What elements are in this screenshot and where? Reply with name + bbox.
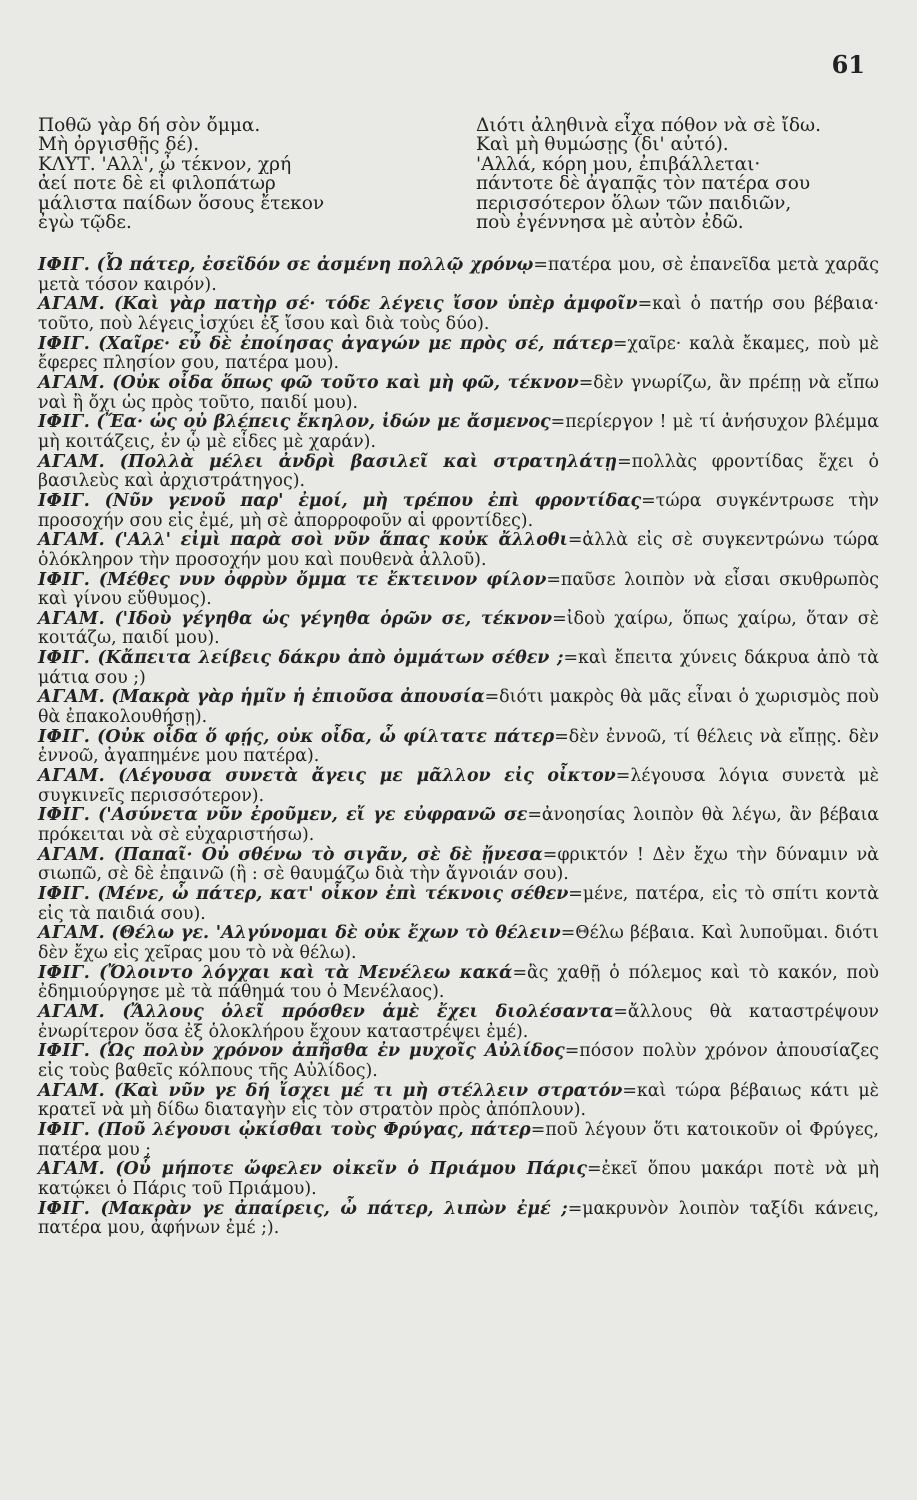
ancient-greek-text: ('Ιδοὺ γέγηθα ὡς γέγηθα ὁρῶν σε, τέκνον <box>114 608 553 629</box>
dialogue-paragraph <box>38 1160 879 1199</box>
verse-block <box>38 116 877 232</box>
speaker-label: ΑΓΑΜ. <box>38 294 106 315</box>
translation-text: =δὲν ἐννοῶ, τί θέλεις νὰ εἴπῃς. δὲν ἐννοῶ, ἀγαπημένε μου πατέρα). <box>38 726 879 767</box>
speaker-label: ΑΓΑΜ. <box>38 1159 106 1180</box>
dialogue-paragraph <box>38 806 879 845</box>
ancient-greek-text: (Οὐκ οἶδα ὅ φῄς, οὐκ οἶδα, ὦ φίλτατε πάτερ <box>97 726 555 747</box>
translation-text: =καὶ ἔπειτα χύνεις δάκρυα ἀπὸ τὰ μάτια σου ;) <box>38 648 879 688</box>
speaker-label: ΑΓΑΜ. <box>38 766 106 787</box>
speaker-label: ΙΦΙΓ. <box>38 412 91 433</box>
translation-text: =πατέρα μου, σὲ ἐπανεῖδα μετὰ χαρᾶς μετὰ τόσον καιρόν). <box>38 255 879 295</box>
dialogue-paragraph <box>38 295 879 334</box>
translation-text: =ἀλλὰ εἰς σὲ συγκεντρώνω τώρα ὁλόκληρον τὴν προσοχήν μου καὶ πουθενὰ ἀλλοῦ). <box>38 530 879 570</box>
ancient-greek-text: ('Ασύνετα νῦν ἐροῦμεν, εἴ γε εὐφρανῶ σε <box>98 805 528 826</box>
ancient-greek-text: (Κἄπειτα λείβεις δάκρυ ἀπὸ ὀμμάτων σέθεν ; <box>97 648 564 669</box>
dialogue-paragraph <box>38 571 879 610</box>
dialogue-paragraph <box>38 767 879 806</box>
translation-text: =Θέλω βέβαια. Καὶ λυποῦμαι. διότι δὲν ἔχω εἰς χεῖρας μου τὸ νὰ θέλω). <box>38 923 879 963</box>
translation-text: =καὶ ὁ πατήρ σου βέβαια· τοῦτο, ποὺ λέγεις ἰσχύει ἐξ ἴσου καὶ διὰ τοὺς δύο). <box>38 294 879 334</box>
verse-translation-line: περισσότερον ὅλων τῶν παιδιῶν, <box>476 192 792 214</box>
speaker-label: ΑΓΑΜ. <box>38 372 106 393</box>
dialogue-paragraph <box>38 924 879 963</box>
speaker-label: ΙΦΙΓ. <box>38 805 91 826</box>
speaker-label: ΑΓΑΜ. <box>38 844 106 865</box>
translation-text: =λέγουσα λόγια συνετὰ μὲ συγκινεῖς περισσότερον). <box>38 766 879 806</box>
dialogue-paragraph <box>38 374 879 413</box>
ancient-greek-text: (Μένε, ὦ πάτερ, κατ' οἶκον ἐπὶ τέκνοις σέθεν <box>97 884 569 904</box>
translation-text: =πόσον πολὺν χρόνον ἀπουσίαζες εἰς τοὺς βαθεῖς κόλπους τῆς Αὐλίδος). <box>38 1041 879 1081</box>
speaker-label: ΑΓΑΜ. <box>38 923 106 944</box>
ancient-greek-text: (Ποῦ λέγουσι ᾠκίσθαι τοὺς Φρύγας, πάτερ <box>96 1119 531 1140</box>
translation-text: =διότι μακρὸς θὰ μᾶς εἶναι ὁ χωρισμὸς ποὺ θὰ ἐπακολουθήσῃ). <box>38 687 879 728</box>
translation-text: =ἄλλους θὰ καταστρέψουν ἐνωρίτερον ὅσα ἐξ ὁλοκλήρου ἔχουν καταστρέψει ἐμέ). <box>38 1001 879 1042</box>
dialogue-paragraph <box>38 688 879 727</box>
ancient-greek-text: (Χαῖρε· εὖ δὲ ἐποίησας ἀγαγών με πρὸς σέ, πάτερ <box>98 333 613 354</box>
translation-text: =ἐκεῖ ὅπου μακάρι ποτὲ νὰ μὴ κατῴκει ὁ Πάρις τοῦ Πριάμου). <box>38 1159 880 1199</box>
speaker-label: ΑΓΑΜ. <box>38 530 106 551</box>
page-number: 61 <box>831 50 865 79</box>
translation-text: =δὲν γνωρίζω, ἂν πρέπῃ νὰ εἴπω ναὶ ἢ ὄχι ὡς πρὸς τοῦτο, παιδί μου). <box>38 372 879 413</box>
verse-original-line: Μὴ ὀργισθῇς δέ). <box>38 134 200 156</box>
speaker-label: ΙΦΙΓ. <box>38 1198 91 1219</box>
dialogue-paragraph <box>38 256 879 295</box>
translation-text: =τώρα συγκέντρωσε τὴν προσοχήν σου εἰς ἐμέ, μὴ σὲ ἀπορροφοῦν αἱ φροντίδες). <box>38 490 879 531</box>
dialogue-paragraph <box>38 610 879 649</box>
dialogue-paragraph <box>38 1200 879 1239</box>
ancient-greek-text: (Μέθες νυν ὀφρὺν ὄμμα τε ἔκτεινον φίλον <box>98 569 547 590</box>
verse-translation-line: πάντοτε δὲ ἀγαπᾷς τὸν πατέρα σου <box>476 173 811 195</box>
ancient-greek-text: (Νῦν γενοῦ παρ' ἐμοί, μὴ τρέπου ἐπὶ φροντίδας <box>104 490 642 511</box>
speaker-label: ΙΦΙΓ. <box>38 648 91 669</box>
ancient-greek-text: (Οὐκ οἶδα ὅπως φῶ τοῦτο καὶ μὴ φῶ, τέκνον <box>112 372 579 393</box>
translation-text: =παῦσε λοιπὸν νὰ εἶσαι σκυθρωπὸς καὶ γίνου εὔθυμος). <box>38 569 879 610</box>
speaker-label: ΙΦΙΓ. <box>38 255 91 275</box>
verse-original-line: Ποθῶ γὰρ δή σὸν ὄμμα. <box>38 115 261 136</box>
translation-text: =περίεργον ! μὲ τί ἀνήσυχον βλέμμα μὴ κοιτάζεις, ἐν ᾧ μὲ εἶδες μὲ χαράν). <box>38 412 880 452</box>
translation-text: =ποῦ λέγουν ὅτι κατοικοῦν οἱ Φρύγες, πατέρα μου ; <box>38 1119 879 1160</box>
translation-text: =φρικτόν ! Δὲν ἔχω τὴν δύναμιν νὰ σιωπῶ, σὲ δὲ ἐπαινῶ (ἢ : σὲ θαυμάζω διὰ τὴν ἄγνοιάν σου). <box>38 844 879 885</box>
ancient-greek-text: (Οὗ μήποτε ὤφελεν οἰκεῖν ὁ Πριάμου Πάρις <box>115 1159 587 1180</box>
dialogue-paragraph <box>38 453 879 492</box>
speaker-label: ΙΦΙΓ. <box>38 1119 91 1140</box>
ancient-greek-text: ('Αλλ' εἰμὶ παρὰ σοὶ νῦν ἅπας κοὐκ ἄλλοθι <box>114 530 568 551</box>
translation-text: =μακρυνὸν λοιπὸν ταξίδι κάνεις, πατέρα μου, ἀφήνων ἐμέ ;). <box>38 1198 879 1239</box>
verse-original-line: ἐγὼ τῷδε. <box>38 212 132 234</box>
dialogue-paragraph <box>38 964 879 1003</box>
ancient-greek-text: (Λέγουσα συνετὰ ἄγεις με μᾶλλον εἰς οἶκτον <box>118 766 616 787</box>
dialogue-paragraph <box>38 885 879 924</box>
speaker-label: ΑΓΑΜ. <box>38 687 106 708</box>
dialogue-block <box>38 256 879 1239</box>
dialogue-paragraph <box>38 492 879 531</box>
dialogue-paragraph <box>38 413 879 452</box>
verse-translation-line: Διότι ἀληθινὰ εἶχα πόθον νὰ σὲ ἴδω. <box>476 115 821 136</box>
dialogue-paragraph <box>38 1003 879 1042</box>
dialogue-paragraph <box>38 335 879 374</box>
speaker-label: ΑΓΑΜ. <box>38 1080 106 1101</box>
speaker-label: ΑΓΑΜ. <box>38 1001 106 1022</box>
translation-text: =καὶ τώρα βέβαιως κάτι μὲ κρατεῖ νὰ μὴ δίδω διαταγὴν εἰς τὸν στρατὸν πρὸς ἀπόπλουν). <box>38 1080 879 1121</box>
verse-original-line: ἀεί ποτε δὲ εἶ φιλοπάτωρ <box>38 173 276 195</box>
verse-translation-line: ποὺ ἐγέννησα μὲ αὐτὸν ἐδῶ. <box>476 212 744 234</box>
speaker-label: ΙΦΙΓ. <box>38 884 91 904</box>
dialogue-paragraph <box>38 531 879 570</box>
translation-text: =χαῖρε· καλὰ ἔκαμες, ποὺ μὲ ἔφερες πλησίον σου, πατέρα μου). <box>38 333 880 374</box>
speaker-label: ΑΓΑΜ. <box>38 451 106 472</box>
verse-original-line: μάλιστα παίδων ὅσους ἔτεκον <box>38 192 325 214</box>
dialogue-paragraph <box>38 728 879 767</box>
ancient-greek-text: (Καὶ γὰρ πατὴρ σέ· τόδε λέγεις ἴσον ὑπὲρ ἀμφοῖν <box>114 294 638 315</box>
dialogue-paragraph <box>38 649 879 688</box>
speaker-label: ΙΦΙΓ. <box>38 569 91 590</box>
dialogue-paragraph <box>38 846 879 885</box>
ancient-greek-text: (Ὡς πολὺν χρόνον ἀπῆσθα ἐν μυχοῖς Αὐλίδος <box>98 1041 565 1062</box>
ancient-greek-text: (Πολλὰ μέλει ἀνδρὶ βασιλεῖ καὶ στρατηλάτῃ <box>119 451 618 472</box>
ancient-greek-text: (Παπαῖ· Οὐ σθένω τὸ σιγᾶν, σὲ δὲ ᾔνεσα <box>113 844 543 865</box>
speaker-label: ΙΦΙΓ. <box>38 1041 91 1062</box>
ancient-greek-text: (Ὄλοιντο λόγχαι καὶ τὰ Μενέλεω κακά <box>99 962 513 983</box>
dialogue-paragraph <box>38 1082 879 1121</box>
verse-translation-line: 'Αλλά, κόρη μου, ἐπιβάλλεται· <box>476 153 761 175</box>
speaker-label: ΙΦΙΓ. <box>38 962 91 983</box>
translation-text: =ἀνοησίας λοιπὸν θὰ λέγω, ἂν βέβαια πρόκειται νὰ σὲ εὐχαριστήσω). <box>38 805 880 846</box>
speaker-label: ΙΦΙΓ. <box>38 726 91 747</box>
dialogue-paragraph <box>38 1121 879 1160</box>
verse-original-line: ΚΛΥΤ. 'Αλλ', ὦ τέκνον, χρή <box>38 153 292 175</box>
verse-translation-line: Καὶ μὴ θυμώσῃς (δι' αὐτό). <box>476 134 729 156</box>
translation-text: =ἂς χαθῇ ὁ πόλεμος καὶ τὸ κακόν, ποὺ ἐδημιούργησε μὲ τὰ πάθημά του ὁ Μενέλαος). <box>38 962 880 1003</box>
ancient-greek-text: (Μακρὰ γὰρ ἡμῖν ἡ ἐπιοῦσα ἀπουσία <box>111 687 485 708</box>
ancient-greek-text: (Καὶ νῦν γε δή ἴσχει μέ τι μὴ στέλλειν στρατόν <box>114 1080 623 1101</box>
dialogue-paragraph <box>38 1042 879 1081</box>
speaker-label: ΑΓΑΜ. <box>38 608 106 629</box>
ancient-greek-text: (Ὦ πάτερ, ἐσεῖδόν σε ἀσμένη πολλῷ χρόνῳ <box>96 255 534 275</box>
ancient-greek-text: (Θέλω γε. 'Αλγύνομαι δὲ οὐκ ἔχων τὸ θέλειν <box>111 923 561 944</box>
ancient-greek-text: (Μακρὰν γε ἀπαίρεις, ὦ πάτερ, λιπὼν ἐμέ ; <box>100 1198 568 1219</box>
ancient-greek-text: (Ἄλλους ὀλεῖ πρόσθεν ἁμὲ ἔχει διολέσαντα <box>122 1001 614 1022</box>
speaker-label: ΙΦΙΓ. <box>38 333 91 354</box>
speaker-label: ΙΦΙΓ. <box>38 490 91 511</box>
translation-text: =μένε, πατέρα, εἰς τὸ σπίτι κοντὰ εἰς τὰ παιδιά σου). <box>38 884 879 924</box>
translation-text: =ἰδοὺ χαίρω, ὅπως χαίρω, ὅταν σὲ κοιτάζω, παιδί μου). <box>38 608 880 649</box>
ancient-greek-text: (Ἔα· ὡς οὐ βλέπεις ἔκηλον, ἰδών με ἄσμενος <box>96 412 551 433</box>
translation-text: =πολλὰς φροντίδας ἔχει ὁ βασιλεὺς καὶ ἀρχιστράτηγος). <box>38 451 879 492</box>
